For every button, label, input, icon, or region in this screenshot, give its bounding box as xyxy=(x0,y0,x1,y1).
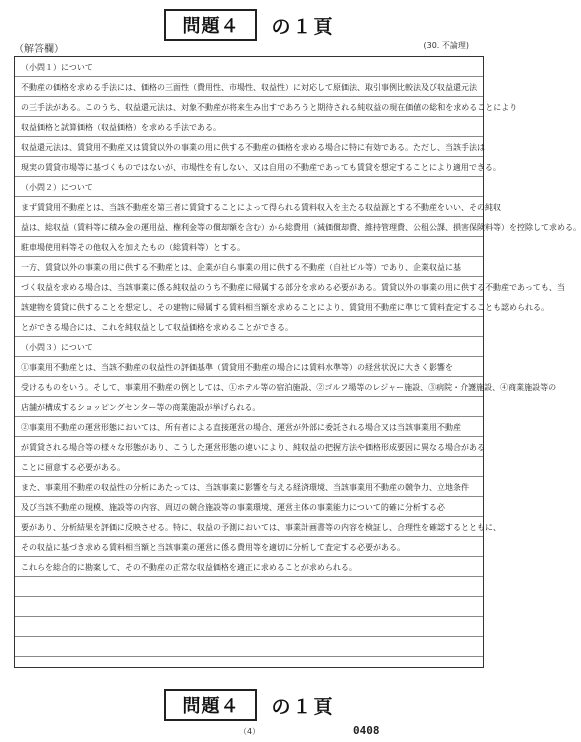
answer-line: 要があり、分析結果を評価に反映させる。特に、収益の予測においては、事業計画書等の内容を検証し、合理性を確認するとともに、 xyxy=(15,517,483,537)
answer-line: の三手法がある。このうち、収益還元法は、対象不動産が将来生み出すであろうと期待される純収益の現在価値の総和を求めることにより xyxy=(15,97,483,117)
answer-line: （小問２）について xyxy=(15,177,483,197)
answer-line: 受けるものをいう。そして、事業用不動産の例としては、①ホテル等の宿泊施設、②ゴルフ場等のレジャー施設、③病院・介護施設、④商業施設等の xyxy=(15,377,483,397)
answer-line: ことに留意する必要がある。 xyxy=(15,457,483,477)
answer-line: が賃貸される場合等の様々な形態があり、こうした運営形態の違いにより、純収益の把握方法や価格形成要因に異なる場合がある xyxy=(15,437,483,457)
answer-line: づく収益を求める場合は、当該事業に係る純収益のうち不動産に帰属する部分を求める必要がある。賃貸以外の事業の用に供する不動産であっても、当 xyxy=(15,277,483,297)
answer-line: これらを総合的に勘案して、その不動産の正常な収益価格を適正に求めることが求められる。 xyxy=(15,557,483,577)
page-title-suffix: の１頁 xyxy=(271,15,335,38)
footer-title: 問題４ xyxy=(164,689,257,721)
answer-sheet xyxy=(14,56,581,668)
footer-title-suffix: の１頁 xyxy=(271,695,335,718)
page-footer xyxy=(0,688,499,722)
answer-line: 駐車場使用料等その他収入を加えたもの（総賃料等）とする。 xyxy=(15,237,483,257)
sheet-code: 0408 xyxy=(353,724,380,737)
answer-line: 及び当該不動産の規模、施設等の内容、周辺の競合施設等の事業環境、運営主体の事業能力について的確に分析する必 xyxy=(15,497,483,517)
answer-line: 一方、賃貸以外の事業の用に供する不動産とは、企業が自ら事業の用に供する不動産（自社ビル等）であり、企業収益に基 xyxy=(15,257,483,277)
answer-line: 収益還元法は、賃貸用不動産又は賃貸以外の事業の用に供する不動産の価格を求める場合に特に有効である。ただし、当該手法は xyxy=(15,137,483,157)
answer-line: 店舗が構成するショッピングセンター等の商業施設が挙げられる。 xyxy=(15,397,483,417)
answer-line: 不動産の価格を求める手法には、価格の三面性（費用性、市場性、収益性）に対応して原価法、取引事例比較法及び収益還元法 xyxy=(15,77,483,97)
page-number: （4） xyxy=(238,727,261,736)
answer-line: とができる場合には、これを純収益として収益価格を求めることができる。 xyxy=(15,317,483,337)
answer-line: 収益価格と試算価格（収益価格）を求める手法である。 xyxy=(15,117,483,137)
section-label: （解答欄） xyxy=(14,44,64,55)
answer-line: その収益に基づき求める賃料相当額と当該事業の運営に係る費用等を適切に分析して査定する必要がある。 xyxy=(15,537,483,557)
page-title: 問題４ xyxy=(164,9,257,41)
answer-line: 現実の賃貸市場等に基づくものではないが、市場性を有しない、又は自用の不動産であっても賃貸を想定することにより適用できる。 xyxy=(15,157,483,177)
answer-line: また、事業用不動産の収益性の分析にあたっては、当該事業に影響を与える経済環境、当該事業用不動産の競争力、立地条件 xyxy=(15,477,483,497)
answer-line: ①事業用不動産とは、当該不動産の収益性の評価基準（賃貸用不動産の場合には賃料水準等）の経営状況に大きく影響を xyxy=(15,357,483,377)
page-header xyxy=(0,8,499,42)
answer-line xyxy=(15,637,483,657)
answer-line: ②事業用不動産の運営形態においては、所有者による直接運営の場合、運営が外部に委託される場合又は当該事業用不動産 xyxy=(15,417,483,437)
answer-line: まず賃貸用不動産とは、当該不動産を第三者に賃貸することによって得られる賃料収入を主たる収益源とする不動産をいい、その純収 xyxy=(15,197,483,217)
answer-line: 益は、総収益（賃料等に積み金の運用益、権利金等の償却額を含む）から総費用（減価償却費、維持管理費、公租公課、損害保険料等）を控除して求める。 xyxy=(15,217,483,237)
answer-line xyxy=(15,617,483,637)
answer-line: （小問３）について xyxy=(15,337,483,357)
answer-line: 該建物を賃貸に供することを想定し、その建物に帰属する賃料相当額を求めることにより、賃貸用不動産に準じて賃料査定することも認められる。 xyxy=(15,297,483,317)
answer-line xyxy=(15,577,483,597)
header-note: (30. 不論理) xyxy=(423,41,469,50)
answer-line xyxy=(15,597,483,617)
answer-line: （小問１）について xyxy=(15,57,483,77)
